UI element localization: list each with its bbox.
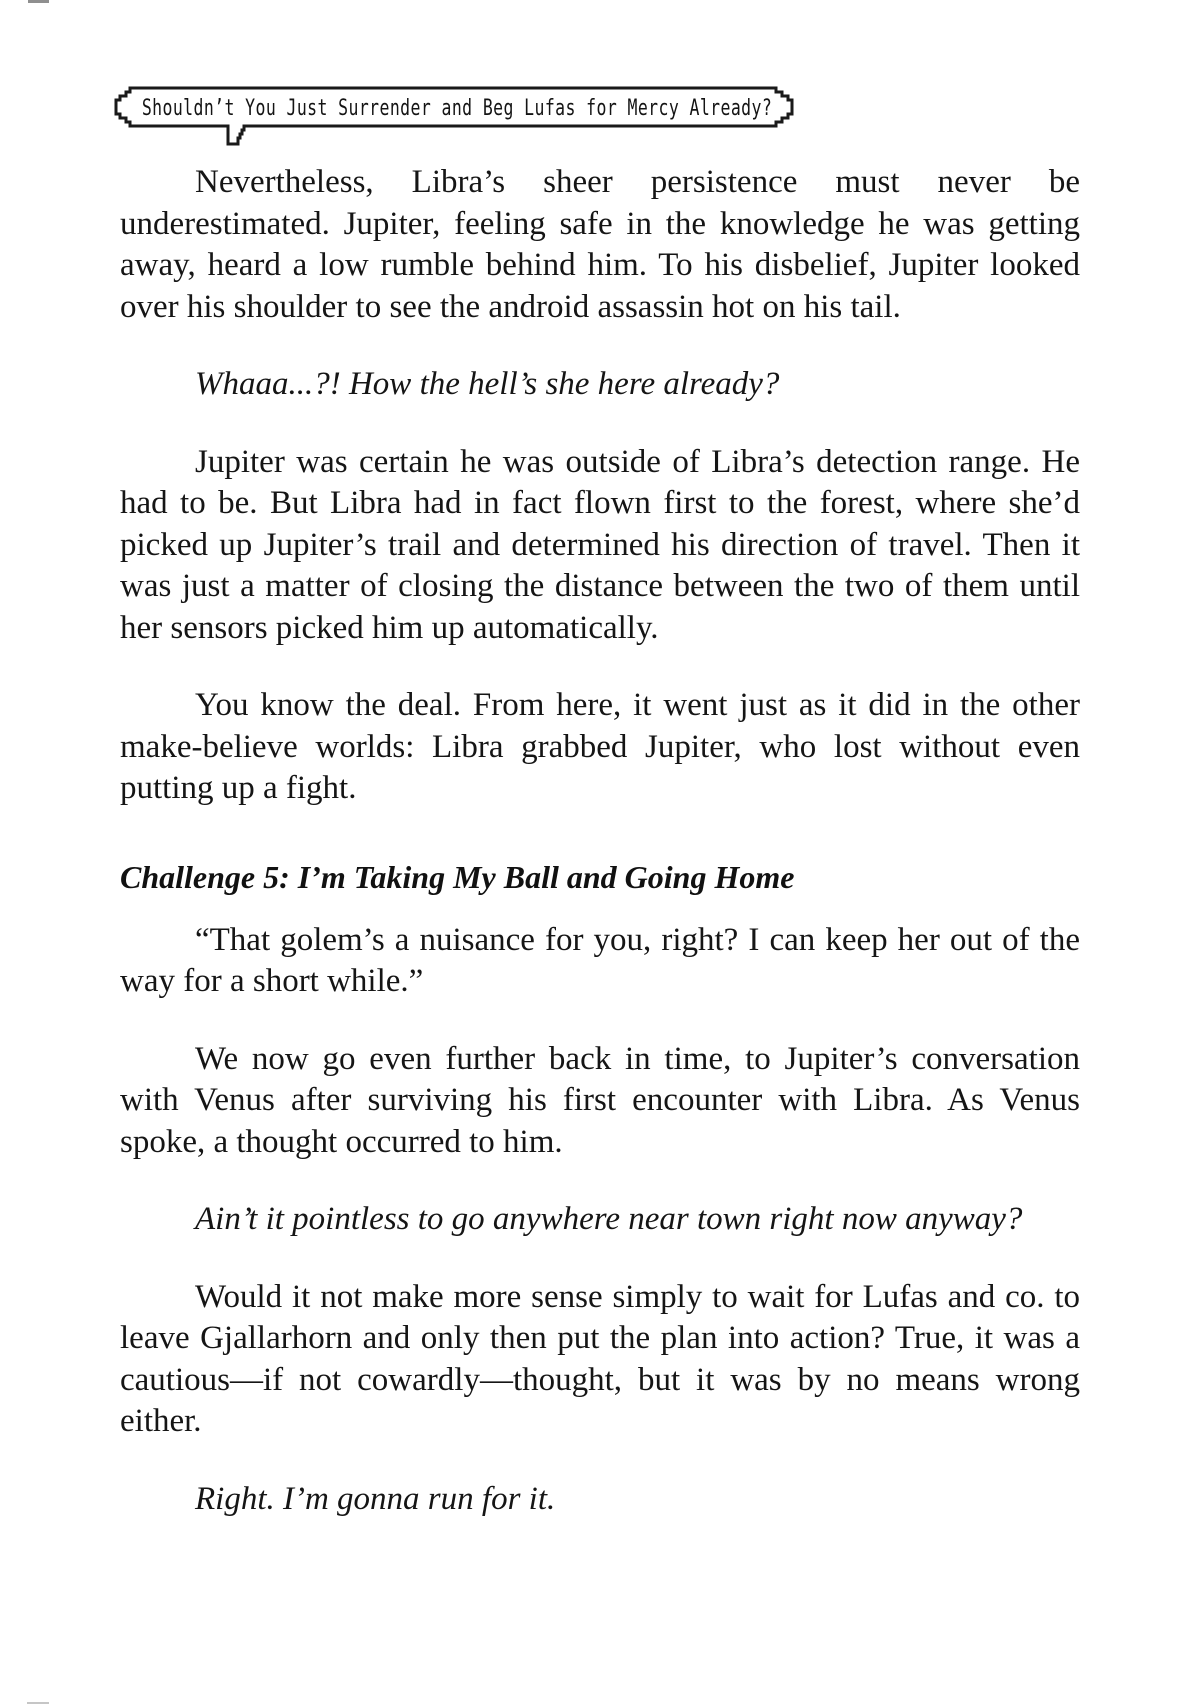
- paragraph-you-know: You know the deal. From here, it went just as it did in the other make-believe worlds: Libra grabbed Jupiter, who lost without even putting up a fight.: [120, 687, 1080, 806]
- scan-artifact-top: [28, 0, 49, 3]
- chapter-banner: [112, 84, 802, 150]
- thought-line-pointless: Ain’t it pointless to go anywhere near town right now anyway?: [195, 1201, 1023, 1237]
- paragraph-golem-quote: “That golem’s a nuisance for you, right? I can keep her out of the way for a short while.”: [120, 921, 1080, 999]
- paragraph-would-it-not: Would it not make more sense simply to wait for Lufas and co. to leave Gjallarhorn and only then put the plan into action? True, it was a cautious—if not cowardly—thought, but it was by no means wrong either.: [120, 1278, 1080, 1439]
- page-text: [120, 162, 1080, 1556]
- thought-line-run: Right. I’m gonna run for it.: [195, 1480, 556, 1517]
- paragraph-persistence: Nevertheless, Libra’s sheer persistence must never be underestimated. Jupiter, feeling safe in the knowledge he was getting away, heard a low rumble behind him. To his disbelief, Jupiter looked over his shoulder to see the android assassin hot on his tail.: [120, 164, 1080, 325]
- section-heading-challenge-5: Challenge 5: I’m Taking My Ball and Going Home: [120, 858, 795, 895]
- paragraph-flashback: We now go even further back in time, to Jupiter’s conversation with Venus after surviving his first encounter with Libra. As Venus spoke, a thought occurred to him.: [120, 1040, 1080, 1160]
- scan-artifact-bottom: [27, 1702, 49, 1704]
- thought-line-whaaa: Whaaa...?! How the hell’s she here already?: [195, 366, 780, 402]
- paragraph-detection: Jupiter was certain he was outside of Libra’s detection range. He had to be. But Libra had in fact flown first to the forest, where she’d picked up Jupiter’s trail and determined his direction of travel. Then it was just a matter of closing the distance between the two of them until her sensors picked him up automatically.: [120, 443, 1080, 646]
- chapter-banner-title: Shouldn’t You Just Surrender and Beg Lufas for Mercy Already?: [141, 94, 773, 120]
